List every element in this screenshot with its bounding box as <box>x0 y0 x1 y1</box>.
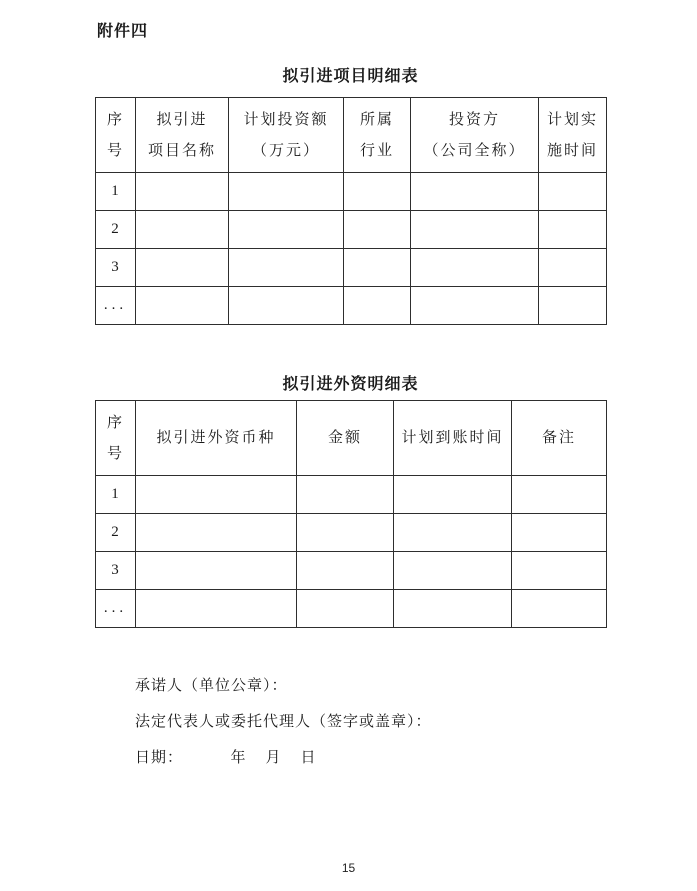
table-cell <box>297 476 394 514</box>
table-cell <box>512 590 607 628</box>
table-cell <box>394 476 512 514</box>
table-cell <box>136 249 229 287</box>
row-index-cell: ... <box>96 590 136 628</box>
table-cell <box>512 552 607 590</box>
table-cell <box>539 249 607 287</box>
table-row <box>96 552 607 590</box>
table-cell <box>136 590 297 628</box>
table-cell <box>394 552 512 590</box>
table-cell <box>229 287 344 325</box>
row-index-cell: 1 <box>96 476 136 514</box>
table-cell <box>297 590 394 628</box>
table-row <box>96 287 607 325</box>
projects-header-industry: 所属 行业 <box>344 98 411 173</box>
table-cell <box>136 173 229 211</box>
table-cell <box>136 552 297 590</box>
table-cell <box>394 590 512 628</box>
table-row <box>96 590 607 628</box>
table-cell <box>512 476 607 514</box>
projects-header-row <box>96 98 607 173</box>
table-cell <box>297 552 394 590</box>
projects-header-name: 拟引进 项目名称 <box>136 98 229 173</box>
legal-representative-line: 法定代表人或委托代理人（签字或盖章）： <box>135 714 432 730</box>
page-number: 15 <box>341 861 356 875</box>
table-row <box>96 249 607 287</box>
table-cell <box>411 173 539 211</box>
row-index-cell: 1 <box>96 173 136 211</box>
table-cell <box>394 514 512 552</box>
table-cell <box>344 287 411 325</box>
table-cell <box>229 211 344 249</box>
projects-table-section <box>95 63 606 325</box>
projects-table <box>95 97 607 325</box>
table-cell <box>539 173 607 211</box>
table-row <box>96 476 607 514</box>
row-index-cell: ... <box>96 287 136 325</box>
foreign-header-arrival-time: 计划到账时间 <box>394 401 512 476</box>
projects-header-investor: 投资方 （公司全称） <box>411 98 539 173</box>
table-cell <box>344 173 411 211</box>
attachment-label: 附件四 <box>97 23 149 40</box>
table-cell <box>344 249 411 287</box>
foreign-header-currency: 拟引进外资币种 <box>136 401 297 476</box>
promisor-line: 承诺人（单位公章）： <box>135 678 288 694</box>
table-row <box>96 173 607 211</box>
table-cell <box>512 514 607 552</box>
table-cell <box>344 211 411 249</box>
foreign-capital-table-section <box>95 371 606 628</box>
row-index-cell: 2 <box>96 211 136 249</box>
foreign-capital-table-title: 拟引进外资明细表 <box>282 376 419 393</box>
projects-header-schedule: 计划实 施时间 <box>539 98 607 173</box>
table-row <box>96 211 607 249</box>
row-index-cell: 2 <box>96 514 136 552</box>
table-cell <box>229 173 344 211</box>
foreign-header-seq: 序 号 <box>96 401 136 476</box>
table-cell <box>136 514 297 552</box>
row-index-cell: 3 <box>96 249 136 287</box>
table-cell <box>136 476 297 514</box>
projects-header-seq: 序 号 <box>96 98 136 173</box>
table-cell <box>297 514 394 552</box>
table-cell <box>539 211 607 249</box>
signature-block <box>135 676 697 769</box>
table-cell <box>136 287 229 325</box>
projects-header-investment: 计划投资额 （万元） <box>229 98 344 173</box>
row-index-cell: 3 <box>96 552 136 590</box>
foreign-capital-table <box>95 400 607 628</box>
date-line: 日期： 年 月 日 <box>135 750 317 766</box>
foreign-header-row <box>96 401 607 476</box>
table-cell <box>411 211 539 249</box>
projects-table-title: 拟引进项目明细表 <box>282 68 419 85</box>
table-cell <box>136 211 229 249</box>
table-cell <box>539 287 607 325</box>
table-cell <box>411 249 539 287</box>
table-cell <box>411 287 539 325</box>
foreign-header-remarks: 备注 <box>512 401 607 476</box>
table-cell <box>229 249 344 287</box>
foreign-header-amount: 金额 <box>297 401 394 476</box>
table-row <box>96 514 607 552</box>
